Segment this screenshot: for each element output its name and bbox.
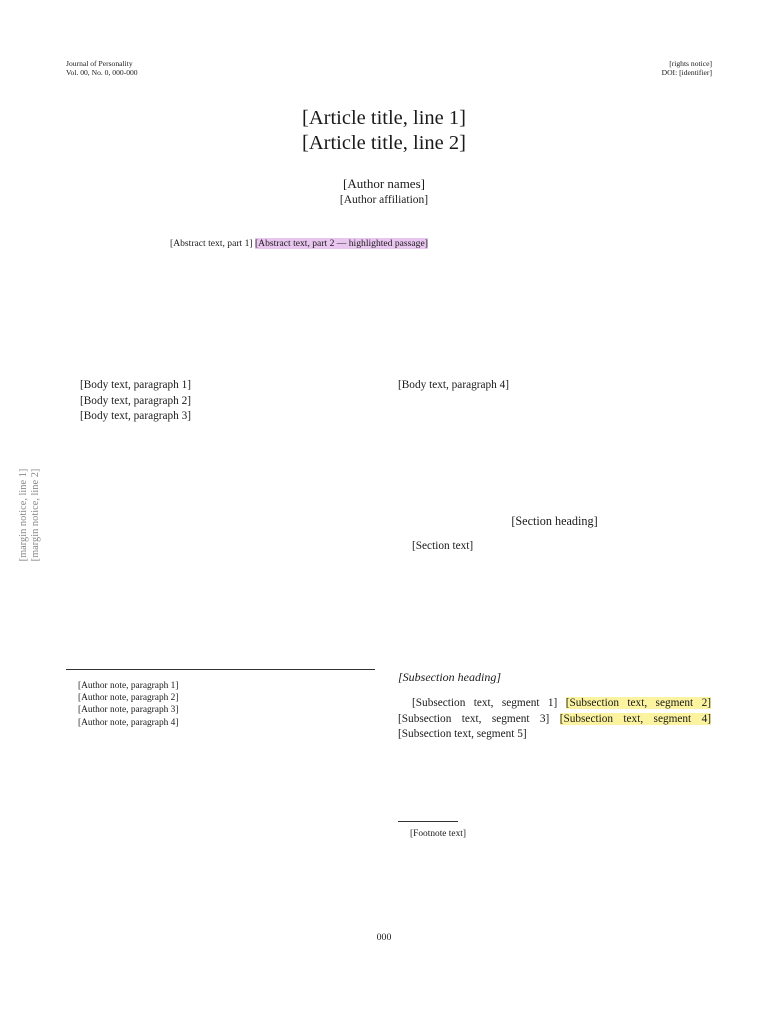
footnote-text: [Footnote text] [410,829,466,839]
text-segment: [Subsection text, segment 5] [398,728,527,741]
text-segment: [Subsection text, segment 1] [412,697,566,709]
subsection-heading: [Subsection heading] [398,670,501,684]
author-affiliation: [Author affiliation] [339,194,429,206]
section-body [398,539,711,555]
doi: DOI: [identifier] [661,68,712,77]
abstract-highlighted-text: [Abstract text, part 2 — highlighted passage] [254,238,428,249]
abstract [170,237,608,250]
body-paragraph: [Body text, paragraph 2] [80,394,192,407]
author-note-rule [66,669,375,670]
footnote [398,828,711,840]
right-column [398,378,711,394]
highlighted-text: [Subsection text, segment 2] [565,697,711,709]
body-paragraph: [Body text, paragraph 1] [80,379,192,391]
text-segment: [Subsection text, segment 3] [398,712,560,725]
title-line-2: [Article title, line 2] [302,132,466,154]
body-paragraph: [Body text, paragraph 3] [80,410,192,423]
article-title [0,106,768,156]
rights-notice: [rights notice] [669,59,712,68]
section-paragraph: [Section text] [412,540,474,552]
margin-notice-line-1: [margin notice, line 1] [18,468,29,562]
footnote-rule [398,821,458,822]
margin-notice-line-2: [margin notice, line 2] [30,468,41,562]
author-block [0,176,768,208]
author-note [66,680,375,729]
title-line-1: [Article title, line 1] [302,107,466,129]
subsection-paragraph [398,696,711,743]
left-column [66,378,375,425]
author-note-paragraph: [Author note, paragraph 2] [78,693,179,704]
subsection-body [398,696,711,743]
author-note-paragraph: [Author note, paragraph 3] [78,705,179,716]
body-paragraph-continued: [Body text, paragraph 4] [398,379,510,391]
abstract-text: [Abstract text, part 1] [170,238,255,249]
journal-name: Journal of Personality [66,59,133,68]
journal-header [66,59,138,77]
author-note-paragraph: [Author note, paragraph 1] [78,681,179,691]
highlighted-text: [Subsection text, segment 4] [559,712,711,725]
author-note-paragraph: [Author note, paragraph 4] [78,717,179,728]
section-heading: [Section heading] [511,514,598,528]
journal-volume: Vol. 00, No. 0, 000-000 [66,68,138,77]
margin-notice [18,15,42,1015]
author-names: [Author names] [343,176,425,191]
page-number: 000 [376,932,392,943]
doi-header [662,59,712,77]
